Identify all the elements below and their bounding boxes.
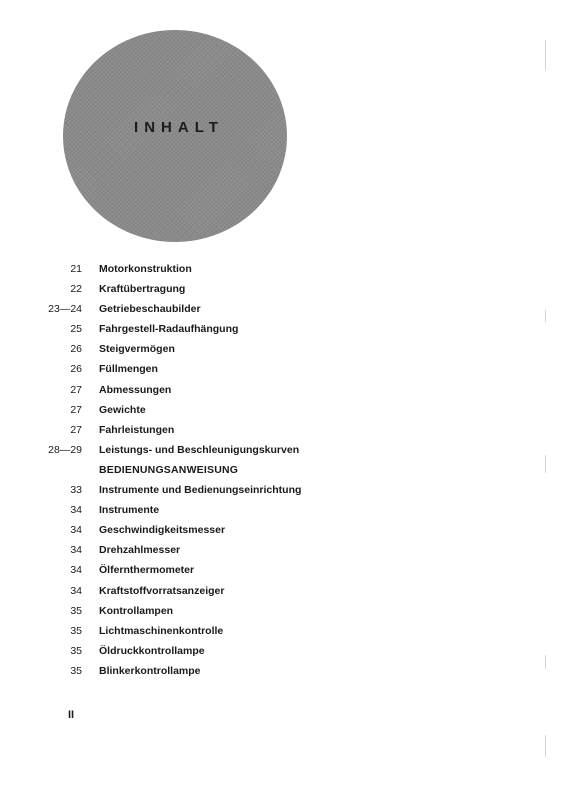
toc-page-number: 35 — [70, 624, 82, 637]
toc-title: Öldruckkontrollampe — [99, 644, 205, 657]
toc-page-number: 34 — [70, 504, 82, 517]
toc-title: Steigvermögen — [99, 343, 175, 356]
toc-title: Füllmengen — [99, 363, 158, 376]
toc-title: Fahrgestell-Radaufhängung — [99, 323, 239, 336]
toc-page-number: 26 — [70, 363, 82, 376]
toc-page-number: 34 — [70, 564, 82, 577]
toc-entry[interactable] — [0, 362, 564, 382]
toc-entry[interactable] — [0, 523, 564, 543]
toc-page-number: 21 — [70, 263, 82, 275]
toc-page-number: 23—24 — [48, 303, 82, 316]
toc-title: Instrumente und Bedienungseinrichtung — [99, 484, 302, 497]
toc-page-number: 35 — [70, 664, 82, 677]
toc-entry[interactable] — [0, 282, 564, 302]
toc-entry[interactable] — [0, 423, 564, 443]
folio-page-number: II — [68, 709, 75, 721]
toc-entry[interactable] — [0, 503, 564, 523]
toc-page-number: 27 — [70, 383, 82, 396]
toc-title: Gewichte — [99, 403, 146, 416]
toc-title: Drehzahlmesser — [99, 544, 181, 557]
toc-title: Abmessungen — [99, 383, 172, 396]
toc-title: Motorkonstruktion — [99, 263, 192, 275]
toc-title: Instrumente — [99, 504, 160, 517]
toc-title: Fahrleistungen — [99, 423, 175, 436]
toc-entry[interactable] — [0, 262, 564, 282]
toc-entry[interactable] — [0, 644, 564, 664]
toc-entry[interactable] — [0, 403, 564, 423]
toc-page-number: 34 — [70, 524, 82, 537]
toc-page-number: 22 — [70, 283, 82, 296]
toc-page-number: 35 — [70, 604, 82, 617]
toc-title: Geschwindigkeitsmesser — [99, 524, 226, 537]
toc-page-number: 25 — [70, 323, 82, 336]
scan-edge-mark — [545, 735, 546, 757]
toc-title: Kontrollampen — [99, 604, 174, 617]
toc-page-number: 34 — [70, 584, 82, 597]
scan-edge-mark — [545, 455, 546, 473]
toc-page-number: 27 — [70, 403, 82, 416]
toc-page-number: 35 — [70, 644, 82, 657]
toc-entry[interactable] — [0, 543, 564, 563]
page-title: INHALT — [134, 119, 224, 136]
toc-page-number: 33 — [70, 484, 82, 497]
scan-edge-mark — [545, 40, 546, 70]
toc-entry[interactable] — [0, 664, 564, 684]
toc-title: BEDIENUNGSANWEISUNG — [99, 463, 239, 476]
toc-title: Lichtmaschinenkontrolle — [99, 624, 224, 637]
toc-entry[interactable] — [0, 383, 564, 403]
toc-entry[interactable] — [0, 624, 564, 644]
toc-page-number: 26 — [70, 343, 82, 356]
toc-title: Kraftübertragung — [99, 283, 186, 296]
toc-entry[interactable] — [0, 604, 564, 624]
toc-title: Getriebeschaubilder — [99, 303, 201, 316]
toc-entry[interactable] — [0, 342, 564, 362]
toc-page-number: 27 — [70, 423, 82, 436]
toc-title: Kraftstoffvorratsanzeiger — [99, 584, 225, 597]
table-of-contents — [0, 262, 564, 684]
toc-entry[interactable] — [0, 443, 564, 463]
toc-section-heading — [0, 463, 564, 483]
toc-page-number: 34 — [70, 544, 82, 557]
toc-entry[interactable] — [0, 302, 564, 322]
toc-entry[interactable] — [0, 563, 564, 583]
toc-entry[interactable] — [0, 322, 564, 342]
toc-entry[interactable] — [0, 584, 564, 604]
decorative-grey-circle — [63, 30, 287, 242]
scan-edge-mark — [545, 310, 546, 322]
scan-edge-mark — [545, 655, 546, 669]
toc-page-number: 28—29 — [48, 443, 82, 456]
toc-title: Leistungs- und Beschleunigungskurven — [99, 443, 300, 456]
toc-title: Ölfernthermometer — [99, 564, 195, 577]
toc-title: Blinkerkontrollampe — [99, 664, 201, 677]
toc-entry[interactable] — [0, 483, 564, 503]
